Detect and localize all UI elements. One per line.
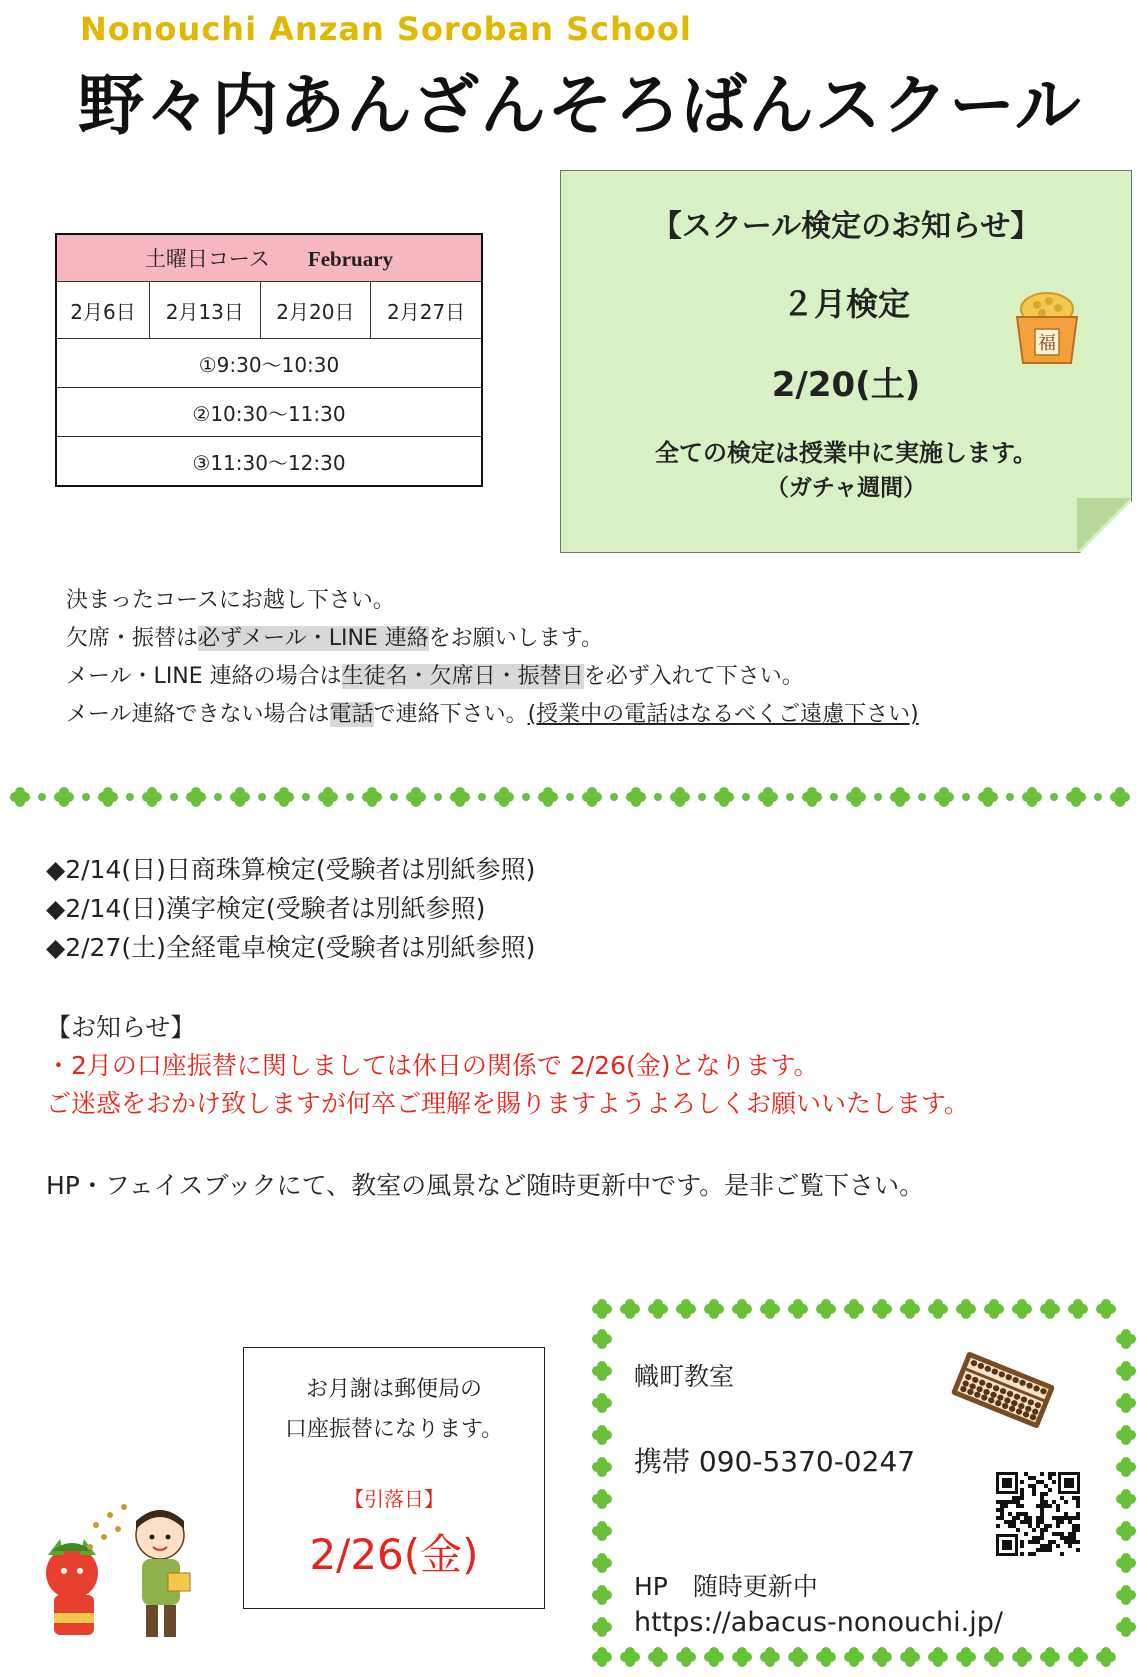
instruction-highlight: 電話	[329, 702, 374, 727]
clover-icon	[956, 1647, 976, 1667]
clover-dot	[874, 793, 882, 801]
clover-icon	[450, 787, 470, 807]
clover-dot	[214, 793, 222, 801]
withdrawal-label: 【引落日】	[344, 1487, 444, 1511]
clover-icon	[788, 1647, 808, 1667]
fuku-char: 福	[1038, 333, 1056, 354]
clover-icon	[758, 787, 778, 807]
clover-icon	[592, 1489, 612, 1509]
clover-icon	[846, 787, 866, 807]
qr-code-icon	[994, 1470, 1082, 1558]
clover-dot	[1050, 793, 1058, 801]
clover-dot	[258, 793, 266, 801]
clover-icon	[1116, 1617, 1136, 1637]
clover-icon	[704, 1299, 724, 1319]
clover-icon	[934, 787, 954, 807]
exam-label: ２月検定	[781, 285, 910, 323]
clover-icon	[760, 1299, 780, 1319]
clover-icon	[620, 1299, 640, 1319]
instruction-text: を必ず入れて下さい。	[583, 664, 804, 689]
schedule-header	[56, 234, 482, 282]
notice-line: ご迷惑をおかけ致しますが何卒ご理解を賜りますようよろしくお願いいたします。	[46, 1089, 970, 1118]
clover-icon	[984, 1647, 1004, 1667]
clover-icon	[900, 1299, 920, 1319]
clover-icon	[670, 787, 690, 807]
clover-icon	[844, 1647, 864, 1667]
clover-dot	[38, 793, 46, 801]
clover-icon	[872, 1299, 892, 1319]
clover-dot	[786, 793, 794, 801]
clover-icon	[582, 787, 602, 807]
clover-dot	[126, 793, 134, 801]
exam-note: 全ての検定は授業中に実施します。	[654, 439, 1038, 467]
clover-icon	[900, 1647, 920, 1667]
clover-icon	[230, 787, 250, 807]
instruction-line	[66, 696, 919, 734]
clover-icon	[592, 1521, 612, 1541]
clover-icon	[928, 1299, 948, 1319]
clover-icon	[732, 1647, 752, 1667]
clover-dot	[698, 793, 706, 801]
clover-dot	[1094, 793, 1102, 801]
clover-icon	[98, 787, 118, 807]
clover-icon	[1116, 1521, 1136, 1541]
instructions	[66, 582, 919, 734]
clover-dot	[302, 793, 310, 801]
instruction-text: メール連絡できない場合は	[66, 702, 330, 727]
clover-icon	[1068, 1647, 1088, 1667]
website-url[interactable]: https://abacus-nonouchi.jp/	[634, 1607, 1003, 1638]
clover-icon	[648, 1299, 668, 1319]
instruction-text: で連絡下さい。	[373, 702, 528, 727]
notice-body	[46, 1047, 969, 1123]
exam-date: 2/20(土)	[771, 365, 921, 405]
clover-icon	[816, 1299, 836, 1319]
payment-line: 口座振替になります。	[284, 1417, 504, 1442]
clover-icon	[844, 1299, 864, 1319]
clover-icon	[1022, 787, 1042, 807]
clover-icon	[984, 1299, 1004, 1319]
clover-dot	[830, 793, 838, 801]
exam-week-note: （ガチャ週間）	[765, 475, 927, 501]
clover-icon	[54, 787, 74, 807]
clover-dot	[346, 793, 354, 801]
exam-item: ◆2/27(土)全経電卓検定(受験者は別紙参照)	[46, 933, 536, 962]
clover-icon	[10, 787, 30, 807]
clover-icon	[1040, 1299, 1060, 1319]
course-label: 土曜日コース	[144, 247, 270, 271]
clover-dot	[962, 793, 970, 801]
notice-line: ・2月の口座振替に関しましては休日の関係で 2/26(金)となります。	[46, 1051, 819, 1080]
date-cell: 2月27日	[371, 282, 482, 339]
clover-dot	[918, 793, 926, 801]
month-label: February	[307, 247, 394, 271]
time-slot: ①9:30～10:30	[56, 339, 482, 388]
clover-icon	[592, 1299, 612, 1319]
clover-icon	[406, 787, 426, 807]
clover-icon	[928, 1647, 948, 1667]
clover-dot	[610, 793, 618, 801]
clover-icon	[1012, 1299, 1032, 1319]
english-title: Nonouchi Anzan Soroban School	[80, 10, 692, 48]
classroom-name: 幟町教室	[634, 1362, 735, 1391]
page-curl-face	[1077, 498, 1131, 552]
instruction-line	[66, 620, 919, 658]
clover-icon	[1116, 1425, 1136, 1445]
clover-icon	[592, 1617, 612, 1637]
clover-icon	[676, 1299, 696, 1319]
clover-icon	[1012, 1647, 1032, 1667]
instruction-highlight: 必ずメール・LINE 連絡	[198, 626, 429, 651]
instruction-line: 決まったコースにお越し下さい。	[66, 588, 395, 613]
boy-figure	[136, 1510, 190, 1637]
clover-icon	[592, 1329, 612, 1349]
clover-dot	[170, 793, 178, 801]
clover-icon	[788, 1299, 808, 1319]
clover-icon	[592, 1457, 612, 1477]
schedule-table	[55, 233, 483, 487]
lucky-bean-box-icon	[1011, 287, 1083, 367]
clover-dot	[434, 793, 442, 801]
hp-facebook-line: HP・フェイスブックにて、教室の風景など随時更新中です。是非ご覧下さい。	[46, 1171, 925, 1200]
clover-icon	[1110, 787, 1130, 807]
date-cell: 2月6日	[56, 282, 150, 339]
phone-number[interactable]: 携帯 090-5370-0247	[634, 1445, 916, 1478]
clover-icon	[1116, 1457, 1136, 1477]
clover-divider	[10, 782, 1138, 812]
exam-notice-card	[560, 170, 1132, 553]
clover-dot	[390, 793, 398, 801]
clover-icon	[142, 787, 162, 807]
clover-icon	[592, 1425, 612, 1445]
clover-icon	[318, 787, 338, 807]
exam-item: ◆2/14(日)漢字検定(受験者は別紙参照)	[46, 894, 486, 923]
clover-dot	[82, 793, 90, 801]
clover-icon	[362, 787, 382, 807]
instruction-highlight: 生徒名・欠席日・振替日	[341, 664, 584, 689]
clover-icon	[760, 1647, 780, 1667]
clover-icon	[626, 787, 646, 807]
beans-scatter	[87, 1504, 127, 1550]
exam-item: ◆2/14(日)日商珠算検定(受験者は別紙参照)	[46, 855, 536, 884]
withdrawal-date: 2/26(金)	[309, 1530, 479, 1579]
notice-card-title: 【スクール検定のお知らせ】	[651, 209, 1041, 244]
abacus-icon	[948, 1345, 1058, 1435]
japanese-title: 野々内あんざんそろばんスクール	[78, 67, 1082, 144]
clover-icon	[676, 1647, 696, 1667]
clover-icon	[816, 1647, 836, 1667]
instruction-text: メール・LINE 連絡の場合は	[66, 664, 342, 689]
clover-icon	[620, 1647, 640, 1667]
clover-icon	[592, 1393, 612, 1413]
date-cell: 2月20日	[260, 282, 371, 339]
clover-icon	[802, 787, 822, 807]
clover-dot	[654, 793, 662, 801]
clover-icon	[1096, 1647, 1116, 1667]
setsubun-illustration	[20, 1455, 220, 1645]
clover-icon	[978, 787, 998, 807]
payment-line: お月謝は郵便局の	[305, 1377, 482, 1402]
clover-dot	[1006, 793, 1014, 801]
clover-icon	[1096, 1299, 1116, 1319]
clover-icon	[1116, 1393, 1136, 1413]
clover-icon	[956, 1299, 976, 1319]
time-slot: ②10:30～11:30	[56, 388, 482, 437]
exam-list	[46, 850, 535, 967]
clover-icon	[648, 1647, 668, 1667]
time-slot: ③11:30～12:30	[56, 437, 482, 487]
notice-heading: 【お知らせ】	[46, 1013, 196, 1042]
contact-box	[586, 1295, 1141, 1673]
clover-dot	[742, 793, 750, 801]
instruction-text: をお願いします。	[428, 626, 604, 651]
date-cell: 2月13日	[150, 282, 261, 339]
clover-icon	[1116, 1329, 1136, 1349]
clover-icon	[1116, 1553, 1136, 1573]
clover-icon	[1116, 1585, 1136, 1605]
clover-icon	[1068, 1299, 1088, 1319]
clover-icon	[732, 1299, 752, 1319]
clover-icon	[704, 1647, 724, 1667]
instruction-text: 欠席・振替は	[66, 626, 199, 651]
clover-icon	[538, 787, 558, 807]
payment-box	[243, 1347, 545, 1609]
oni-figure	[46, 1539, 98, 1635]
clover-icon	[1066, 787, 1086, 807]
clover-icon	[592, 1553, 612, 1573]
clover-icon	[890, 787, 910, 807]
clover-dot	[478, 793, 486, 801]
clover-icon	[494, 787, 514, 807]
clover-icon	[274, 787, 294, 807]
clover-icon	[872, 1647, 892, 1667]
clover-icon	[714, 787, 734, 807]
clover-dot	[522, 793, 530, 801]
clover-icon	[592, 1585, 612, 1605]
clover-dot	[566, 793, 574, 801]
clover-icon	[186, 787, 206, 807]
clover-icon	[592, 1361, 612, 1381]
instruction-line	[66, 658, 919, 696]
clover-icon	[592, 1647, 612, 1667]
instruction-underlined: (授業中の電話はなるべくご遠慮下さい)	[527, 702, 919, 727]
clover-icon	[1116, 1361, 1136, 1381]
hp-label: HP 随時更新中	[634, 1572, 818, 1601]
clover-icon	[1116, 1489, 1136, 1509]
clover-icon	[1040, 1647, 1060, 1667]
